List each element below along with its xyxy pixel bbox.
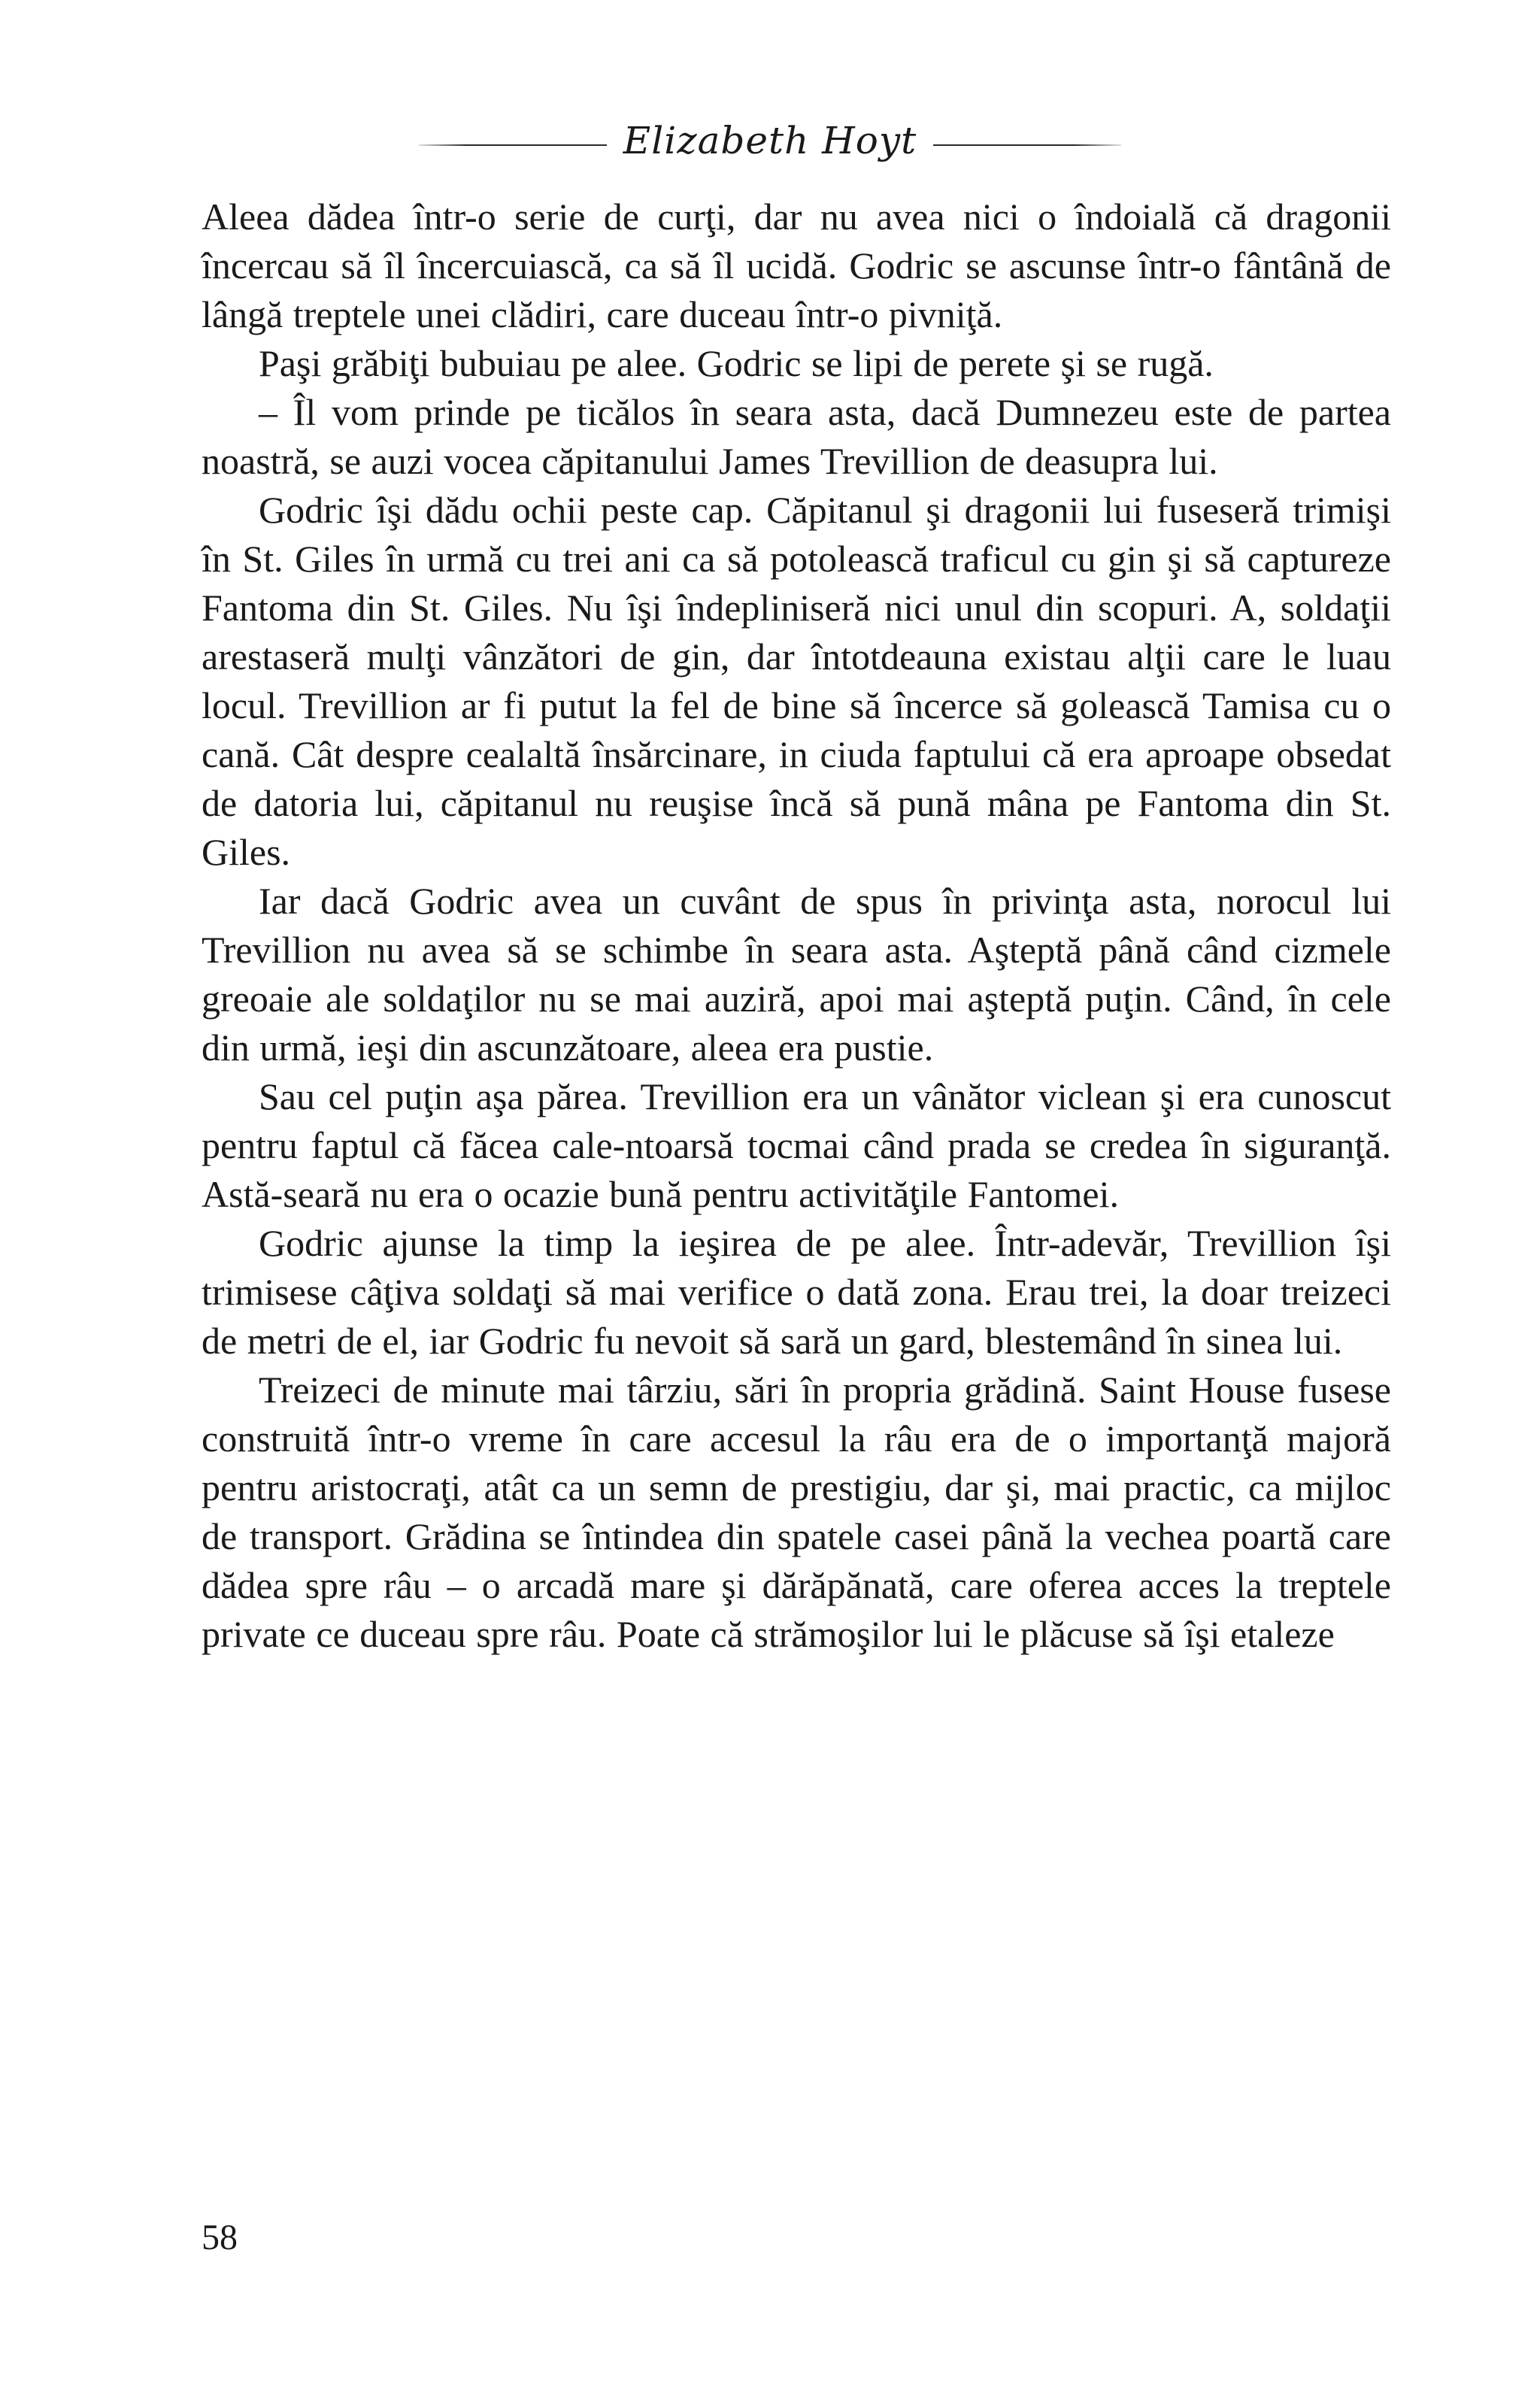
paragraph: Paşi grăbiţi bubuiau pe alee. Godric se lipi de perete şi se rugă. bbox=[259, 342, 1214, 384]
running-title: Elizabeth Hoyt bbox=[623, 119, 917, 162]
paragraph: Iar dacă Godric avea un cuvânt de spus în privinţa asta, norocul lui Trevillion nu avea să se schimbe în seara asta. Aşteptă până când cizmele greoaie ale soldaţilor nu se mai auziră, apoi mai aşteptă puţin. Când, în cele din urmă, ieşi din ascunzătoare, aleea era pustie. bbox=[202, 880, 1391, 1069]
paragraph: – Îl vom prinde pe ticălos în seara asta, dacă Dumnezeu este de partea noastră, se auzi vocea căpitanului James Trevillion de deasupra lui. bbox=[202, 391, 1391, 482]
paragraph: Godric ajunse la timp la ieşirea de pe alee. Într-adevăr, Trevillion îşi trimisese câţiva soldaţi să mai verifice o dată zona. Erau trei, la doar treizeci de metri de el, iar Godric fu nevoit să sară un gard, blestemând în sinea lui. bbox=[202, 1222, 1391, 1362]
paragraph: Godric îşi dădu ochii peste cap. Căpitanul şi dragonii lui fuseseră trimişi în St. Giles în urmă cu trei ani ca să potolească traficul cu gin şi să captureze Fantoma din St. Giles. Nu îşi îndepliniseră nici unul din scopuri. A, soldaţii arestaseră mulţi vânzători de gin, dar întotdeauna existau alţii care le luau locul. Trevillion ar fi putut la fel de bine să încerce să golească Tamisa cu o cană. Cât despre cealaltă însărcinare, in ciuda faptului că era aproape obsedat de datoria lui, căpitanul nu reuşise încă să pună mâna pe Fantoma din St. Giles. bbox=[202, 489, 1391, 873]
paragraph: Aleea dădea într-o serie de curţi, dar nu avea nici o îndoială că dragonii încercau să îl încercuiască, ca să îl ucidă. Godric se ascunse într-o fântână de lângă treptele unei clădiri, care duceau într-o pivniţă. bbox=[202, 196, 1391, 335]
paragraph: Sau cel puţin aşa părea. Trevillion era un vânător viclean şi era cunoscut pentru faptul că făcea cale-ntoarsă tocmai când prada se credea în siguranţă. Astă-seară nu era o ocazie bună pentru activităţile Fantomei. bbox=[202, 1075, 1391, 1215]
body-text bbox=[202, 193, 1391, 1659]
page-number: 58 bbox=[202, 2218, 238, 2257]
running-header bbox=[0, 119, 1540, 162]
header-rule-left bbox=[419, 144, 607, 146]
paragraph: Treizeci de minute mai târziu, sări în propria grădină. Saint House fusese construită într-o vreme în care accesul la râu era de o importanţă majoră pentru aristocraţi, atât ca un semn de prestigiu, dar şi, mai practic, ca mijloc de transport. Grădina se întindea din spatele casei până la vechea poartă care dădea spre râu – o arcadă mare şi dărăpănată, care oferea acces la treptele private ce duceau spre râu. Poate că strămoşilor lui le plăcuse să îşi etaleze bbox=[202, 1369, 1391, 1655]
header-rule-right bbox=[933, 144, 1121, 146]
